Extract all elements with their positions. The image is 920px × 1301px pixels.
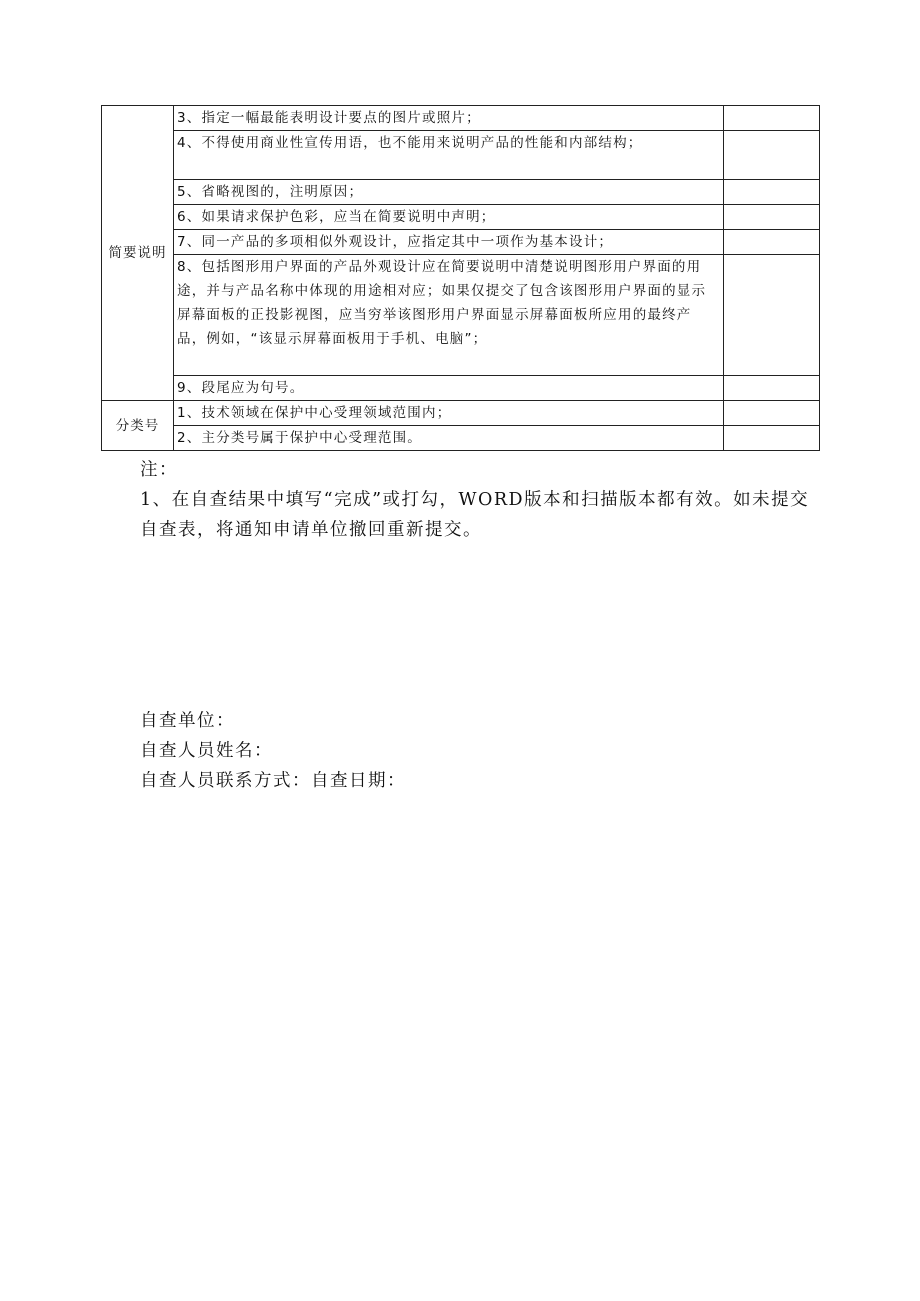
- result-cell[interactable]: [724, 205, 820, 230]
- check-item: 7、同一产品的多项相似外观设计，应指定其中一项作为基本设计；: [174, 230, 724, 255]
- result-cell[interactable]: [724, 376, 820, 401]
- check-item: 6、如果请求保护色彩，应当在简要说明中声明；: [174, 205, 724, 230]
- category-brief-description: 简要说明: [102, 106, 174, 401]
- table-row: [102, 255, 820, 376]
- table-row: [102, 106, 820, 131]
- contact-and-date-label: 自查人员联系方式：自查日期：: [140, 771, 406, 791]
- self-check-table: [101, 105, 820, 451]
- inspector-name-label: 自查人员姓名：: [140, 741, 273, 761]
- table-row: [102, 426, 820, 451]
- check-item: 2、主分类号属于保护中心受理范围。: [174, 426, 724, 451]
- check-item: 9、段尾应为句号。: [174, 376, 724, 401]
- category-classification-number: 分类号: [102, 401, 174, 451]
- table-row: [102, 131, 820, 180]
- notes-title: 注：: [140, 460, 178, 480]
- result-cell[interactable]: [724, 131, 820, 180]
- self-check-unit-label: 自查单位：: [140, 711, 235, 731]
- check-item: 8、包括图形用户界面的产品外观设计应在简要说明中清楚说明图形用户界面的用途，并与产品名称中体现的用途相对应；如果仅提交了包含该图形用户界面的显示屏幕面板的正投影视图，应当穷举该图形用户界面显示屏幕面板所应用的最终产品，例如，“该显示屏幕面板用于手机、电脑”；: [174, 255, 724, 376]
- check-item: 5、省略视图的，注明原因；: [174, 180, 724, 205]
- signature-section: [140, 706, 406, 796]
- table-row: [102, 376, 820, 401]
- table-row: [102, 205, 820, 230]
- notes-section: [140, 455, 820, 545]
- table-row: [102, 230, 820, 255]
- result-cell[interactable]: [724, 106, 820, 131]
- table-row: [102, 401, 820, 426]
- result-cell[interactable]: [724, 401, 820, 426]
- check-item: 3、指定一幅最能表明设计要点的图片或照片；: [174, 106, 724, 131]
- result-cell[interactable]: [724, 230, 820, 255]
- result-cell[interactable]: [724, 180, 820, 205]
- table-row: [102, 180, 820, 205]
- check-item: 1、技术领域在保护中心受理领域范围内；: [174, 401, 724, 426]
- result-cell[interactable]: [724, 426, 820, 451]
- check-item: 4、不得使用商业性宣传用语，也不能用来说明产品的性能和内部结构；: [174, 131, 724, 180]
- note-item: 1、在自查结果中填写“完成”或打勾，WORD版本和扫描版本都有效。如未提交自查表，将通知申请单位撤回重新提交。: [140, 490, 810, 540]
- result-cell[interactable]: [724, 255, 820, 376]
